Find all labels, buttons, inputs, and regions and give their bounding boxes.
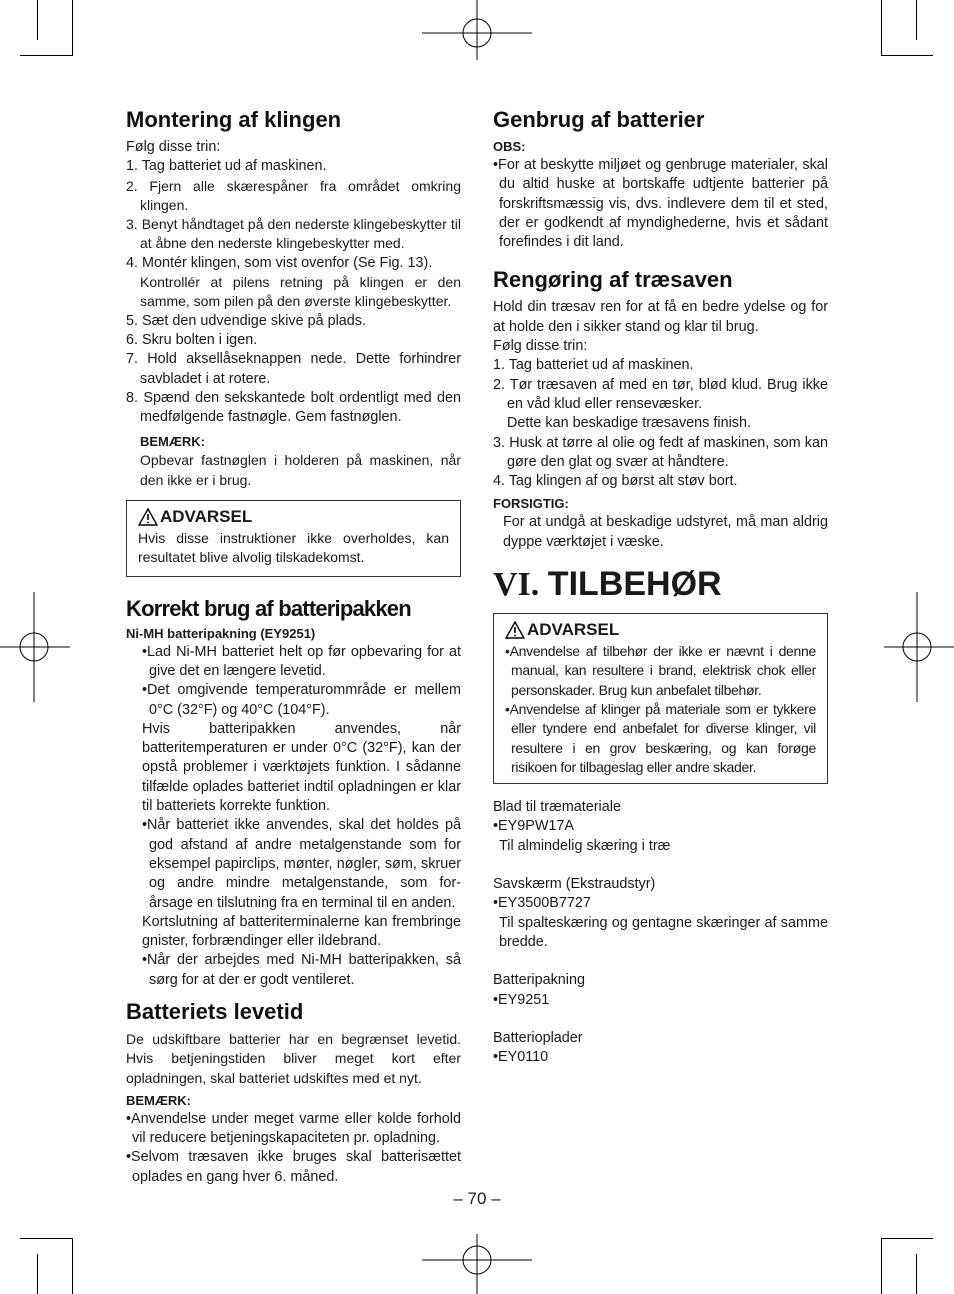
- cleaning-step-extra: Dette kan beskadige træsavens finish.: [507, 415, 751, 432]
- accessory-warning-item: •Anvendelse af klinger på materiale som er tykkere eller tyndere end anbefalet for diverse klinger, vil resultere i en grov beskæring, og kan forøge risikoen for tilbageslag eller andre skader.: [505, 700, 816, 775]
- battery-use-section: [126, 595, 461, 990]
- chapter-numeral: VI.: [493, 566, 540, 604]
- page-number: – 70 –: [453, 1189, 501, 1208]
- accessory-code: •EY9251: [493, 991, 550, 1008]
- warning-triangle-icon: [505, 621, 525, 639]
- accessory-code: •EY3500B7727: [493, 895, 591, 912]
- cleaning-follow: Følg disse trin:: [493, 338, 588, 355]
- battery-use-subtitle: Ni-MH batteripakning (EY9251): [126, 625, 316, 641]
- accessory-title: Savskærm (Ekstraudstyr): [493, 876, 656, 893]
- mount-step-1: 1. Tag batteriet ud af maskinen.: [126, 158, 327, 175]
- battery-use-list: [126, 643, 461, 990]
- accessories-list: [493, 798, 828, 1067]
- mount-step-6: 6. Skru bolten i igen.: [126, 331, 258, 348]
- mount-section: [126, 106, 461, 577]
- mount-steps: [126, 157, 461, 427]
- accessory-warning-item: •Anvendelse af tilbehør der ikke er nævnt i denne manual, kan resultere i brand, elektrisk chok eller personskader. Brug kun anbefalet tilbehør.: [505, 643, 816, 698]
- battery-use-item: •Det omgivende temperaturommråde er mellem 0°C (32°F) og 40°C (104°F).: [142, 682, 461, 718]
- cleaning-step: 1. Tag batteriet ud af maskinen.: [493, 357, 694, 374]
- cleaning-step: 4. Tag klingen af og børst alt støv bort.: [493, 473, 738, 490]
- cleaning-steps: [493, 356, 828, 491]
- mount-step-4: 4. Montér klingen, som vist ovenfor (Se Fig. 13).: [126, 254, 433, 271]
- chapter-heading: [493, 564, 828, 605]
- chapter-title: TILBEHØR: [547, 565, 722, 604]
- registration-mark-top: [422, 0, 532, 60]
- cleaning-caution-label: FORSIGTIG:: [493, 496, 569, 512]
- accessory-title: Blad til træmateriale: [493, 799, 621, 816]
- mount-intro: Følg disse trin:: [126, 139, 221, 155]
- lifetime-note-item: •Selvom træsaven ikke bruges skal batterisættet oplades en gang hver 6. måned.: [126, 1149, 461, 1185]
- mount-step-5: 5. Sæt den udvendige skive på plads.: [126, 312, 367, 329]
- registration-mark-left: [0, 592, 70, 702]
- mount-step-7: 7. Hold aksellåseknappen nede. Dette forhindrer savbladet i at rotere.: [126, 351, 461, 387]
- recycle-obs-label: OBS:: [493, 139, 526, 154]
- accessory-title: Batterioplader: [493, 1029, 583, 1046]
- mount-warning-box: [126, 500, 461, 577]
- cleaning-title: Rengøring af træsaven: [493, 267, 733, 293]
- right-column: [493, 106, 828, 1067]
- mount-warning-label: ADVARSEL: [160, 507, 253, 527]
- cleaning-section: [493, 266, 828, 552]
- mount-step-4-extra: Kontrollér at pilens retning på klingen er den samme, som pilen på den øverste klingebeskytter.: [140, 274, 461, 310]
- cleaning-step: 2. Tør træsaven af med en tør, blød klud. Brug ikke en våd klud eller rensevæsker.: [493, 376, 828, 412]
- lifetime-note-label: BEMÆRK:: [126, 1092, 191, 1108]
- mount-step-8: 8. Spænd den sekskantede bolt ordentligt med den medfølgende fastnøgle. Gem fastnøglen.: [126, 389, 461, 426]
- cleaning-step: 3. Husk at tørre al olie og fedt af maskinen, som kan gøre den glat og svær at håndtere.: [493, 434, 828, 470]
- battery-use-title: Korrekt brug af batteripakken: [126, 595, 411, 621]
- battery-use-item: •Når batteriet ikke anvendes, skal det holdes på god afstand af andre metalgenstande som for eksempel papirclips, mønter, nøgler, søm, skruer og andre mindre metalgenstande, som for-årsage en tilslutning fra en terminal til en anden.: [142, 817, 461, 911]
- lifetime-note-item: •Anvendelse under meget varme eller kolde forhold vil reducere betjeningskapaciteten pr. opladning.: [126, 1110, 461, 1147]
- mount-warning-text: Hvis disse instruktioner ikke overholdes, kan resultatet blive alvolig tilskadekomst.: [138, 530, 449, 566]
- accessory-code: •EY9PW17A: [493, 818, 575, 835]
- mount-step-2: 2. Fjern alle skærespåner fra området omkring klingen.: [126, 177, 461, 213]
- lifetime-text: De udskiftbare batterier har en begrænset levetid. Hvis betjeningstiden bliver meget kort efter opladningen, skal batteriet udskiftes med et nyt.: [126, 1030, 461, 1086]
- accessory-title: Batteripakning: [493, 972, 586, 989]
- mount-note-text: Opbevar fastnøglen i holderen på maskinen, når den ikke er i brug.: [140, 452, 461, 488]
- accessory-desc: Til spalteskæring og gentagne skæringer af samme bredde.: [499, 914, 828, 950]
- left-column: [126, 106, 461, 1187]
- battery-use-item-extra: Hvis batteripakken anvendes, når batteritemperaturen er under 0°C (32°F), kan der opstå problemer i værktøjets funktion. I sådanne tilfælde oplades batteriet indtil opladningen er klar til batteriets korrekte funktion.: [142, 720, 461, 815]
- lifetime-notes: [126, 1110, 461, 1187]
- recycle-text: •For at beskytte miljøet og genbruge materialer, skal du altid huske at bortskaffe udtjente batterier på forskriftsmæssig vis, dvs. indlevere dem til et sted, der er godkendt af myndighederne, hvis et sådant forefindes i dit land.: [493, 157, 828, 251]
- lifetime-section: [126, 998, 461, 1187]
- recycle-title: Genbrug af batterier: [493, 107, 705, 132]
- warning-triangle-icon: [138, 508, 158, 526]
- accessory-warning-box: [493, 613, 828, 784]
- accessory-desc: Til almindelig skæring i træ: [499, 837, 671, 854]
- mount-step-3: 3. Benyt håndtaget på den nederste klingebeskytter til at åbne den nederste klingebeskytter med.: [126, 216, 461, 252]
- cleaning-caution-text: For at undgå at beskadige udstyret, må man aldrig dyppe værktøjet i væske.: [503, 514, 828, 550]
- registration-mark-right: [884, 592, 954, 702]
- accessory-code: •EY0110: [493, 1049, 549, 1066]
- battery-use-item: •Lad Ni-MH batteriet helt op før opbevaring for at give det en længere levetid.: [142, 643, 461, 679]
- lifetime-title: Batteriets levetid: [126, 998, 304, 1024]
- mount-title: Montering af klingen: [126, 107, 342, 132]
- recycle-list: [493, 156, 828, 252]
- cleaning-intro: Hold din træsav ren for at få en bedre ydelse og for at holde den i sikker stand og klar til brug.: [493, 299, 828, 335]
- battery-use-item: •Når der arbejdes med Ni-MH batteripakken, så sørg for at der er godt ventileret.: [142, 952, 461, 988]
- mount-note-label: BEMÆRK:: [140, 434, 205, 450]
- recycle-section: [493, 106, 828, 252]
- registration-mark-bottom: [422, 1234, 532, 1294]
- battery-use-item-extra: Kortslutning af batteriterminalerne kan frembringe gnister, forbrændinger eller ildebrand.: [142, 913, 461, 950]
- accessory-warning-label: ADVARSEL: [527, 620, 620, 640]
- accessory-warning-list: [505, 642, 816, 777]
